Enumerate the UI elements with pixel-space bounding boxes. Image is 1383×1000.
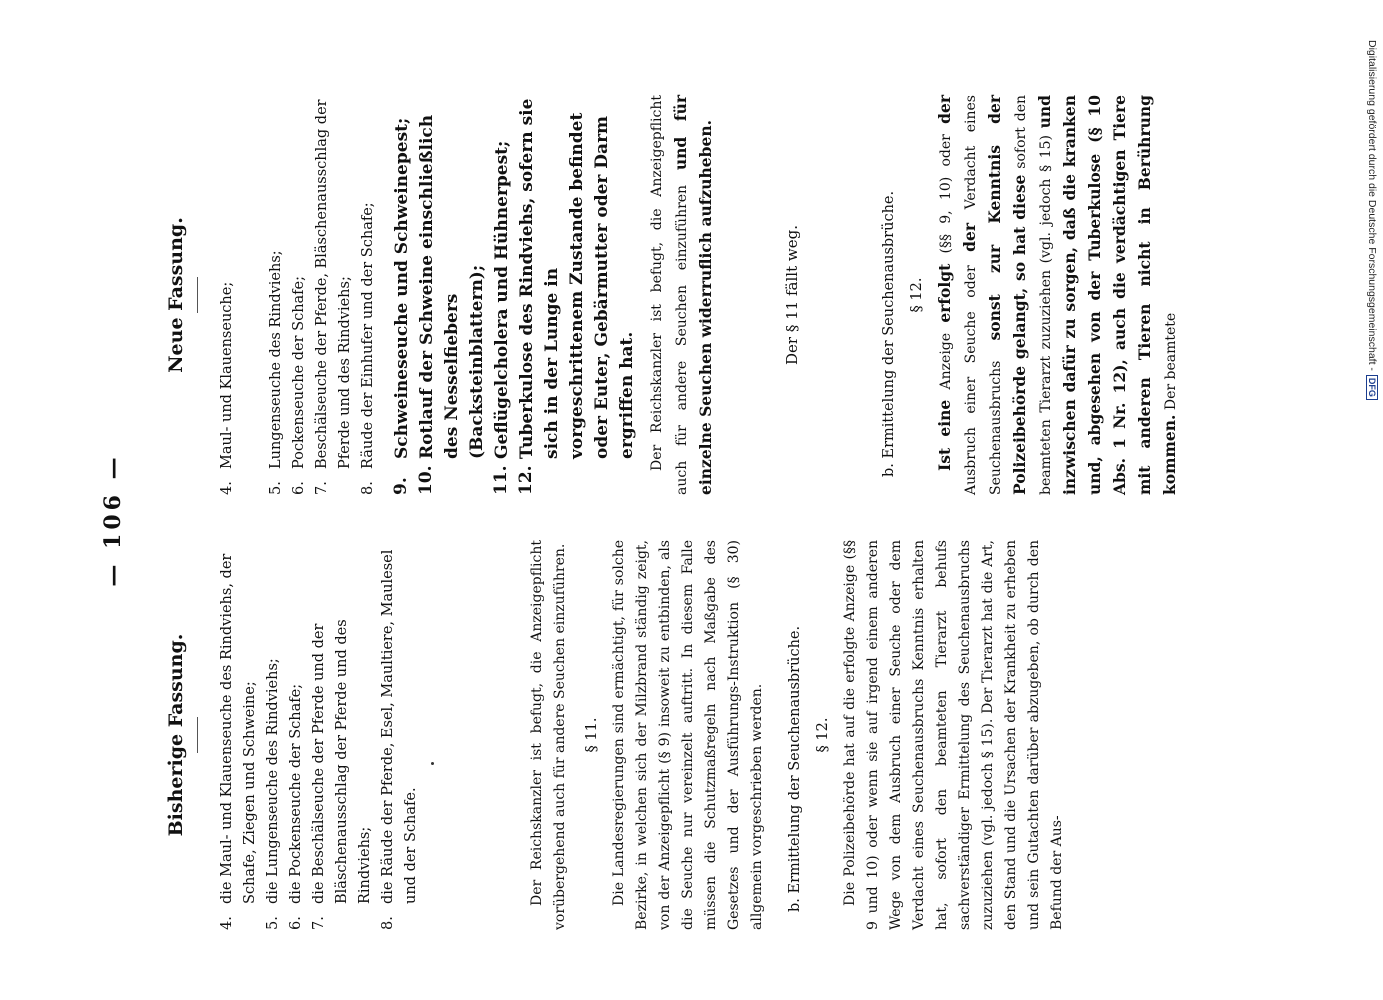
text-bold: der [960, 222, 979, 252]
left-column [165, 540, 1069, 930]
item-number: 7. [314, 481, 330, 495]
text-normal: Der Reichskanzler ist befugt, die Anzeigepflicht auch für andere Seuchen einzuführen [649, 95, 690, 495]
text-normal: Verdacht eines Seuchenausbruchs [963, 95, 1004, 495]
item-text: Räude der Einhufer und der Schafe; [360, 202, 376, 469]
item-number: 6. [291, 481, 307, 495]
item-text: Pockenseuche der Schafe; [291, 275, 307, 469]
left-paragraph-reichskanzler: Der Reichskanzler ist befugt, die Anzeigepflicht vorübergehend auch für andere Seuchen einzuführen. [529, 540, 568, 930]
list-item [265, 95, 288, 495]
text-bold: sonst zur Kenntnis der Polizeibehörde gelangt, so hat diese [985, 94, 1029, 495]
item-text: Maul- und Klauenseuche; [219, 281, 235, 469]
item-text: Schweineseuche und Schweinepest; [392, 117, 412, 459]
right-heading: Neue Fassung. [165, 217, 187, 373]
item-text: die Räude der Pferde, Esel, Maultiere, Maulesel und der Schafe. [380, 549, 419, 904]
list-item [262, 540, 285, 930]
item-text: die Lungenseuche des Rindviehs; [265, 658, 281, 904]
item-number: 12. [516, 465, 536, 495]
text-normal: sofort den beamteten Tierarzt zuzuziehen (vgl. jedoch § 15) [1013, 94, 1054, 495]
text-bold: erfolgt [935, 263, 954, 323]
item-number: 6. [288, 916, 304, 930]
item-number: 9. [391, 477, 411, 495]
credit-text: Digitalisierung gefördert durch die Deutsche Forschungsgemeinschaft - [1366, 40, 1378, 371]
text-bold: und inzwischen dafür zu sorgen, daß die kranken und, abgesehen von der Tuberkulose (§ 10 Abs. 1 Nr. 12), auch die verdächtigen Tiere mit anderen Tieren nicht in Berührung kommen. [1035, 95, 1179, 495]
item-text: Tuberkulose des Rindviehs, sofern sie sich in der Lunge in vorgeschrittenem Zustande befindet oder Euter, Gebärmutter oder Darm ergriffen hat. [517, 98, 637, 459]
list-item [216, 540, 262, 930]
text-bold: der [935, 95, 954, 124]
right-section-12-title: § 12. [909, 277, 925, 313]
list-item [377, 540, 423, 930]
text-normal: Anzeige [938, 332, 954, 390]
item-text: Rotlauf der Schweine einschließlich des Nesselfiebers (Backsteinblattern); [417, 114, 487, 459]
list-item [357, 95, 380, 495]
right-section-12-text [933, 95, 1183, 495]
list-item [490, 95, 515, 495]
right-subheading-b: b. Ermittelung der Seuchenausbrüche. [881, 190, 897, 477]
text-bold: und für einzelne Seuchen widerruflich aufzuheben. [671, 94, 715, 495]
page-number: — 106 — [100, 453, 126, 587]
left-list [216, 540, 423, 930]
text-normal: (§§ 9, 10) oder [938, 134, 954, 254]
item-number: 4. [219, 481, 235, 495]
right-column [165, 95, 1183, 495]
list-item [285, 540, 308, 930]
left-subheading-b: b. Ermittelung der Seuchenausbrüche. [787, 625, 803, 912]
list-item [308, 540, 377, 930]
right-list [216, 95, 380, 495]
item-text: Beschälseuche der Pferde, Bläschenausschlag der Pferde und des Rindviehs; [314, 99, 353, 469]
list-item [415, 95, 490, 495]
text-normal: Ausbruch einer Seuche oder [963, 265, 979, 495]
rotated-page [60, 80, 1240, 960]
item-text: Geflügelcholera und Hühnerpest; [492, 140, 512, 459]
list-item [515, 95, 640, 495]
item-number: 8. [380, 916, 396, 930]
left-section-11-title: § 11. [584, 717, 600, 753]
item-text: die Beschälseuche der Pferde und der Bläschenausschlag der Pferde und des Rindviehs; [311, 619, 373, 904]
item-number: 5. [268, 481, 284, 495]
left-heading: Bisherige Fassung. [165, 633, 187, 837]
item-number: 4. [219, 916, 235, 930]
text-normal: Der beamtete [1163, 312, 1179, 411]
list-item [311, 95, 357, 495]
left-section-12-text: Die Polizeibehörde hat auf die erfolgte Anzeige (§§ 9 und 10) oder wenn sie auf irgend einem anderen Wege von dem Ausbruch einer Seuche oder dem Verdacht eines Seuchenausbruchs Kenntnis erhalten hat, sofort den beamteten Tierarzt behufs sachverständiger Ermittelung des Seuchenausbruchs zuzuziehen (vgl. jedoch § 15). Der Tierarzt hat die Art, den Stand und die Ursachen der Krankheit zu erheben und sein Gutachten darüber abzugeben, ob durch den Befund der Aus- [842, 540, 1065, 930]
item-number: 8. [360, 481, 376, 495]
spacer [239, 95, 265, 495]
list-item [390, 95, 415, 495]
right-bold-list [390, 95, 640, 495]
item-text: die Pockenseuche der Schafe; [288, 683, 304, 904]
right-paragraph-reichskanzler [646, 95, 719, 495]
item-number: 7. [311, 916, 327, 930]
right-heading-rule [197, 277, 198, 313]
list-item [216, 95, 239, 495]
left-section-12-title: § 12. [815, 717, 831, 753]
digitization-credit [1362, 40, 1380, 980]
list-item [288, 95, 311, 495]
right-section-11-removed: Der § 11 fällt weg. [783, 225, 801, 365]
left-section-11-text: Die Landesregierungen sind ermächtigt, für solche Bezirke, in welchen sich der Milzbrand ständig zeigt, von der Anzeigepflicht (§ 9) insoweit zu entbinden, als die Seuche nur vereinzelt auftritt. In diesem Falle müssen die Schutzmaßregeln nach Maßgabe des Gesetzes und der Ausführungs-Instruktion (§ 30) allgemein vorgeschrieben werden. [611, 540, 765, 930]
dfg-logo: DFG [1366, 375, 1378, 400]
left-heading-rule [197, 717, 198, 753]
item-number: 11. [491, 465, 511, 495]
text-bold: Ist eine [935, 399, 954, 471]
item-number: 5. [265, 916, 281, 930]
item-number: 10. [416, 465, 436, 495]
item-text: die Maul- und Klauenseuche des Rindviehs, der Schafe, Ziegen und Schweine; [219, 553, 258, 904]
item-text: Lungenseuche des Rindviehs; [268, 250, 284, 469]
